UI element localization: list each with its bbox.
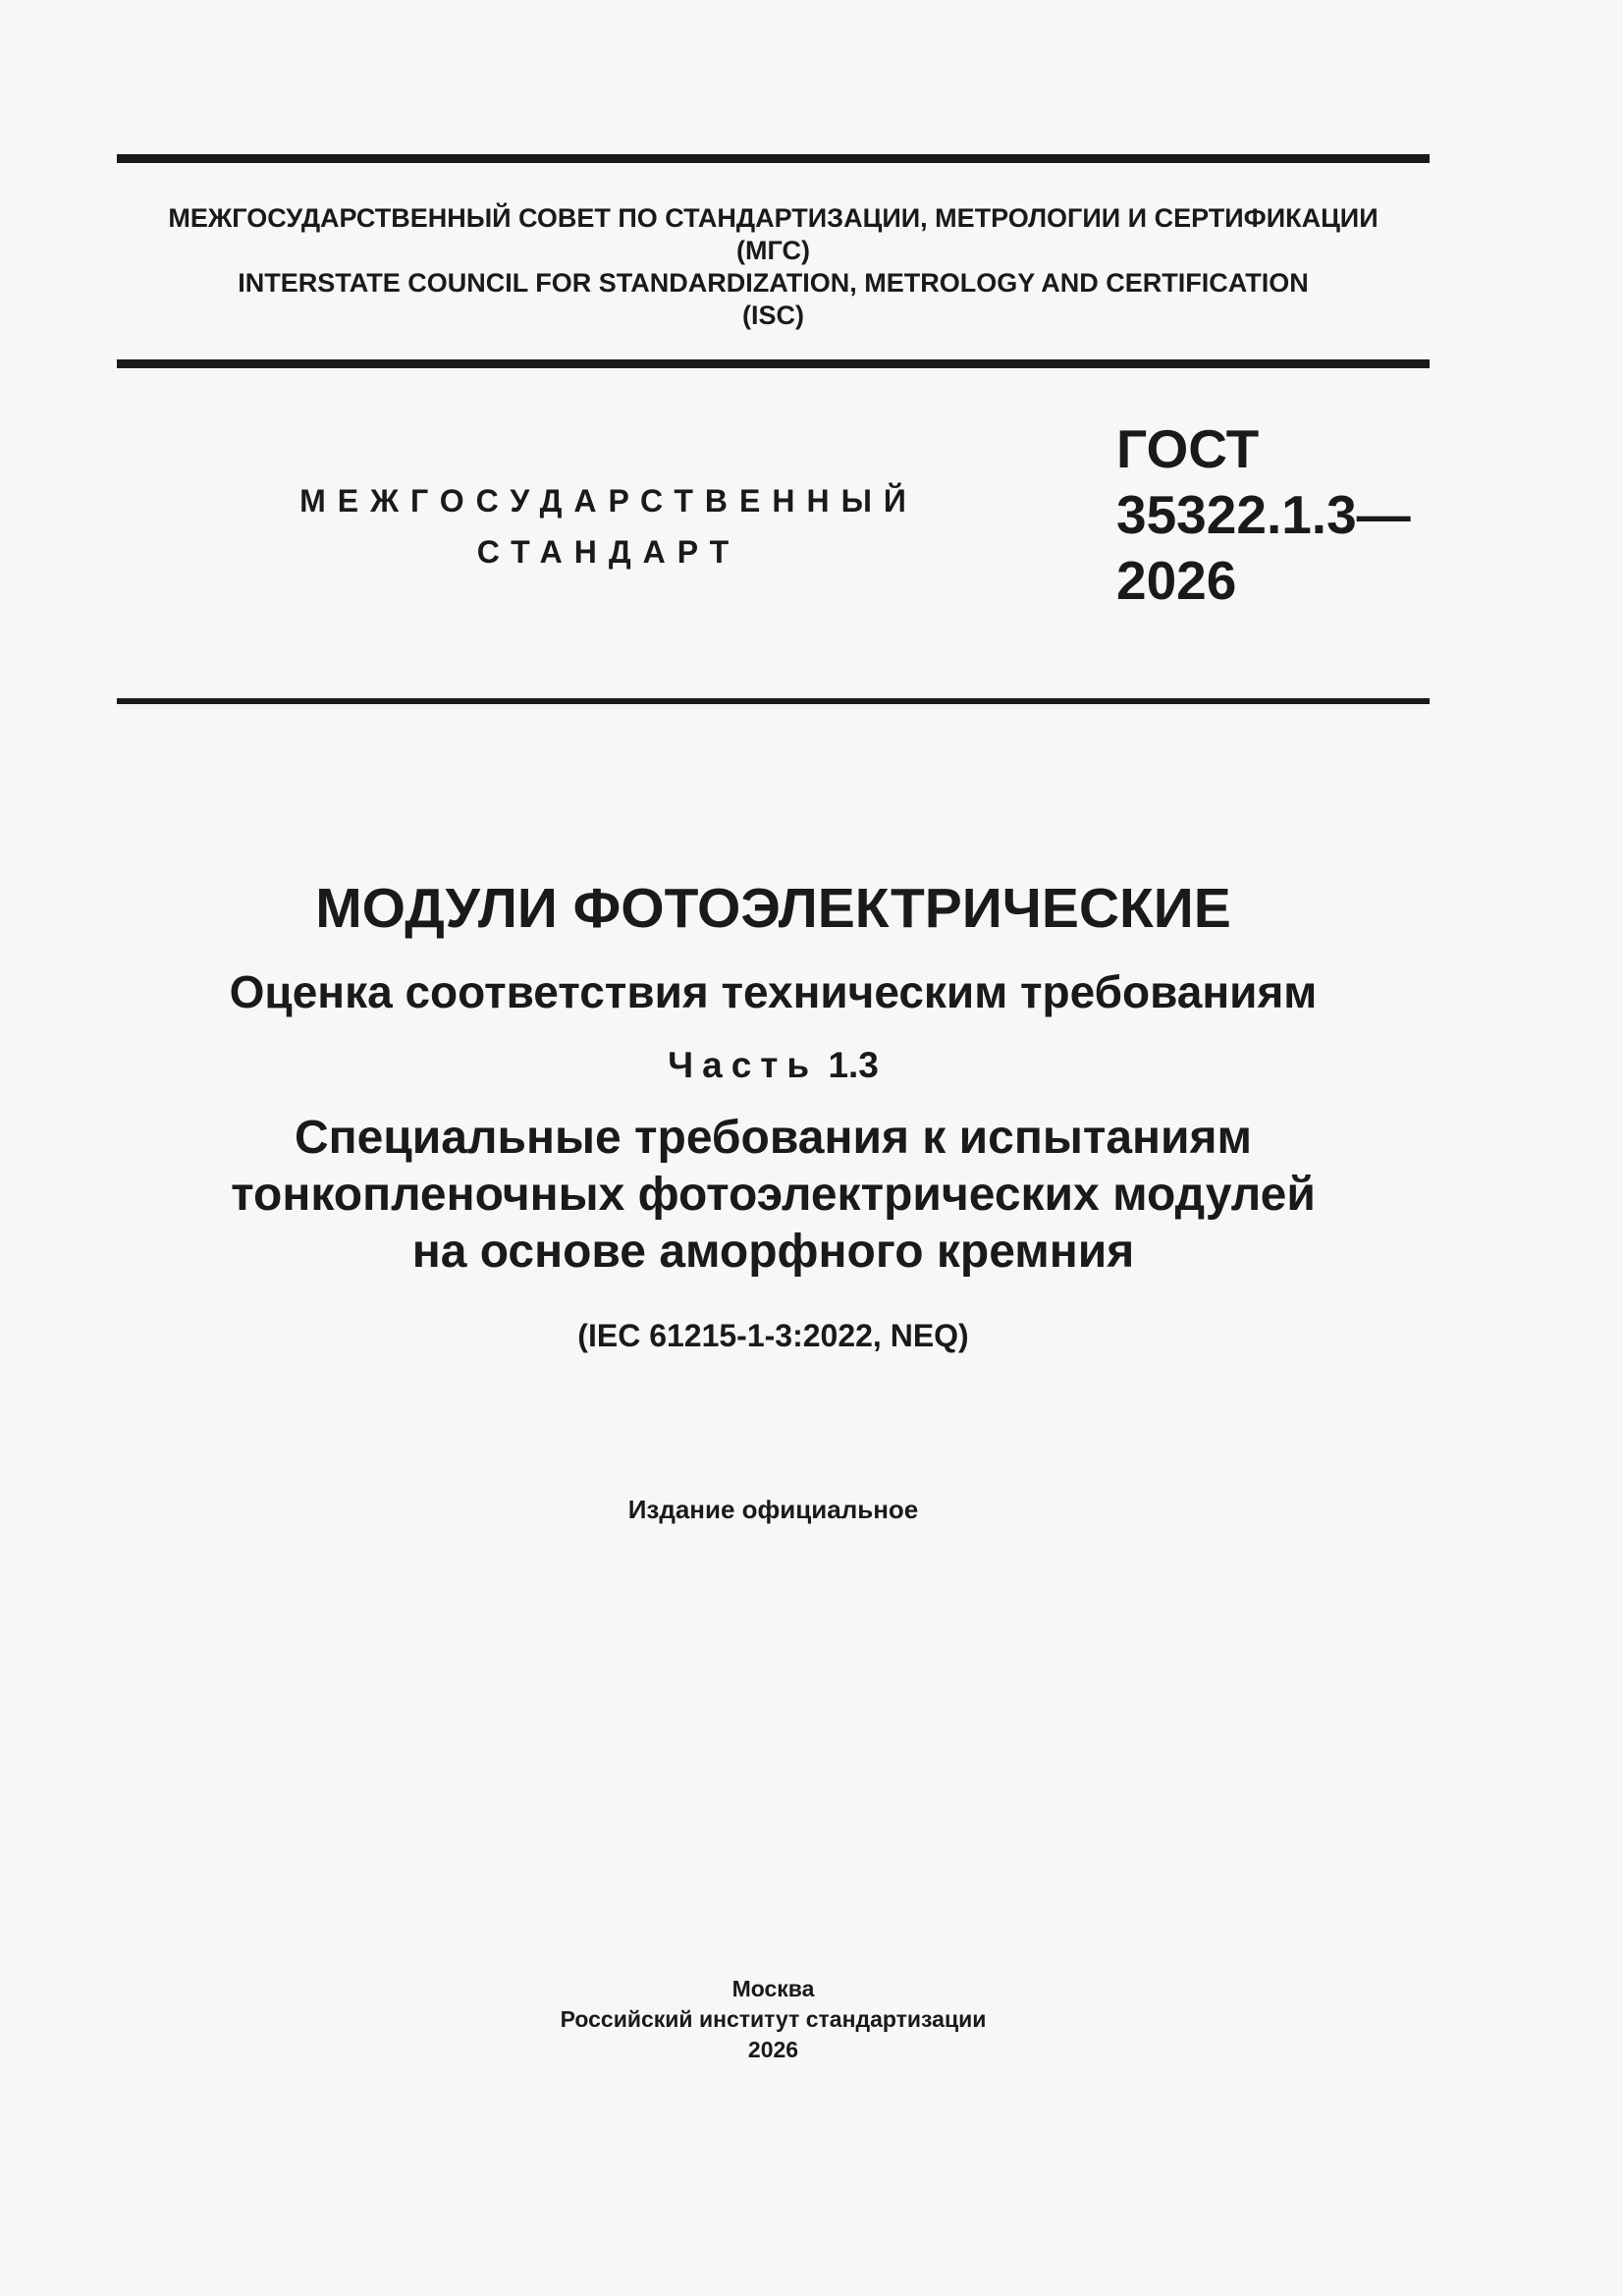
council-header bbox=[117, 202, 1430, 332]
header-bottom-rule bbox=[117, 359, 1430, 368]
imprint bbox=[117, 1974, 1430, 2065]
council-ru-name: МЕЖГОСУДАРСТВЕННЫЙ СОВЕТ ПО СТАНДАРТИЗАЦИИ, МЕТРОЛОГИИ И СЕРТИФИКАЦИИ bbox=[168, 203, 1379, 233]
part-word: Часть bbox=[668, 1045, 819, 1085]
part-number: 1.3 bbox=[828, 1045, 879, 1085]
part-title-line3: на основе аморфного кремния bbox=[411, 1226, 1135, 1278]
part-heading bbox=[117, 1043, 1430, 1088]
part-title bbox=[117, 1110, 1430, 1281]
imprint-year: 2026 bbox=[747, 2037, 799, 2062]
part-title-line1: Специальные требования к испытаниям bbox=[294, 1112, 1253, 1164]
document-subtitle: Оценка соответствия техническим требованиям bbox=[229, 966, 1318, 1017]
top-rule bbox=[117, 154, 1430, 163]
gost-label: ГОСТ bbox=[1116, 418, 1260, 479]
title-block bbox=[117, 874, 1430, 1355]
council-ru-abbreviation: (МГС) bbox=[736, 236, 810, 265]
imprint-city: Москва bbox=[731, 1976, 815, 2001]
council-en-name: INTERSTATE COUNCIL FOR STANDARDIZATION, METROLOGY AND CERTIFICATION bbox=[238, 268, 1309, 298]
designation-bottom-rule bbox=[117, 698, 1430, 704]
gost-designation bbox=[1116, 416, 1411, 614]
international-reference: (IEC 61215-1-3:2022, NEQ) bbox=[577, 1318, 969, 1353]
gost-year: 2026 bbox=[1116, 550, 1237, 611]
imprint-publisher: Российский институт стандартизации bbox=[560, 2006, 987, 2032]
standard-type-line1: МЕЖГОСУДАРСТВЕННЫЙ bbox=[299, 483, 918, 519]
document-title: МОДУЛИ ФОТОЭЛЕКТРИЧЕСКИЕ bbox=[315, 877, 1231, 940]
standard-type bbox=[295, 475, 923, 577]
gost-number: 35322.1.3— bbox=[1116, 484, 1411, 545]
standard-type-line2: СТАНДАРТ bbox=[476, 534, 741, 570]
edition-note: Издание официальное bbox=[627, 1495, 919, 1524]
council-en-abbreviation: (ISC) bbox=[742, 301, 804, 330]
part-title-line2: тонкопленочных фотоэлектрических модулей bbox=[231, 1169, 1316, 1221]
